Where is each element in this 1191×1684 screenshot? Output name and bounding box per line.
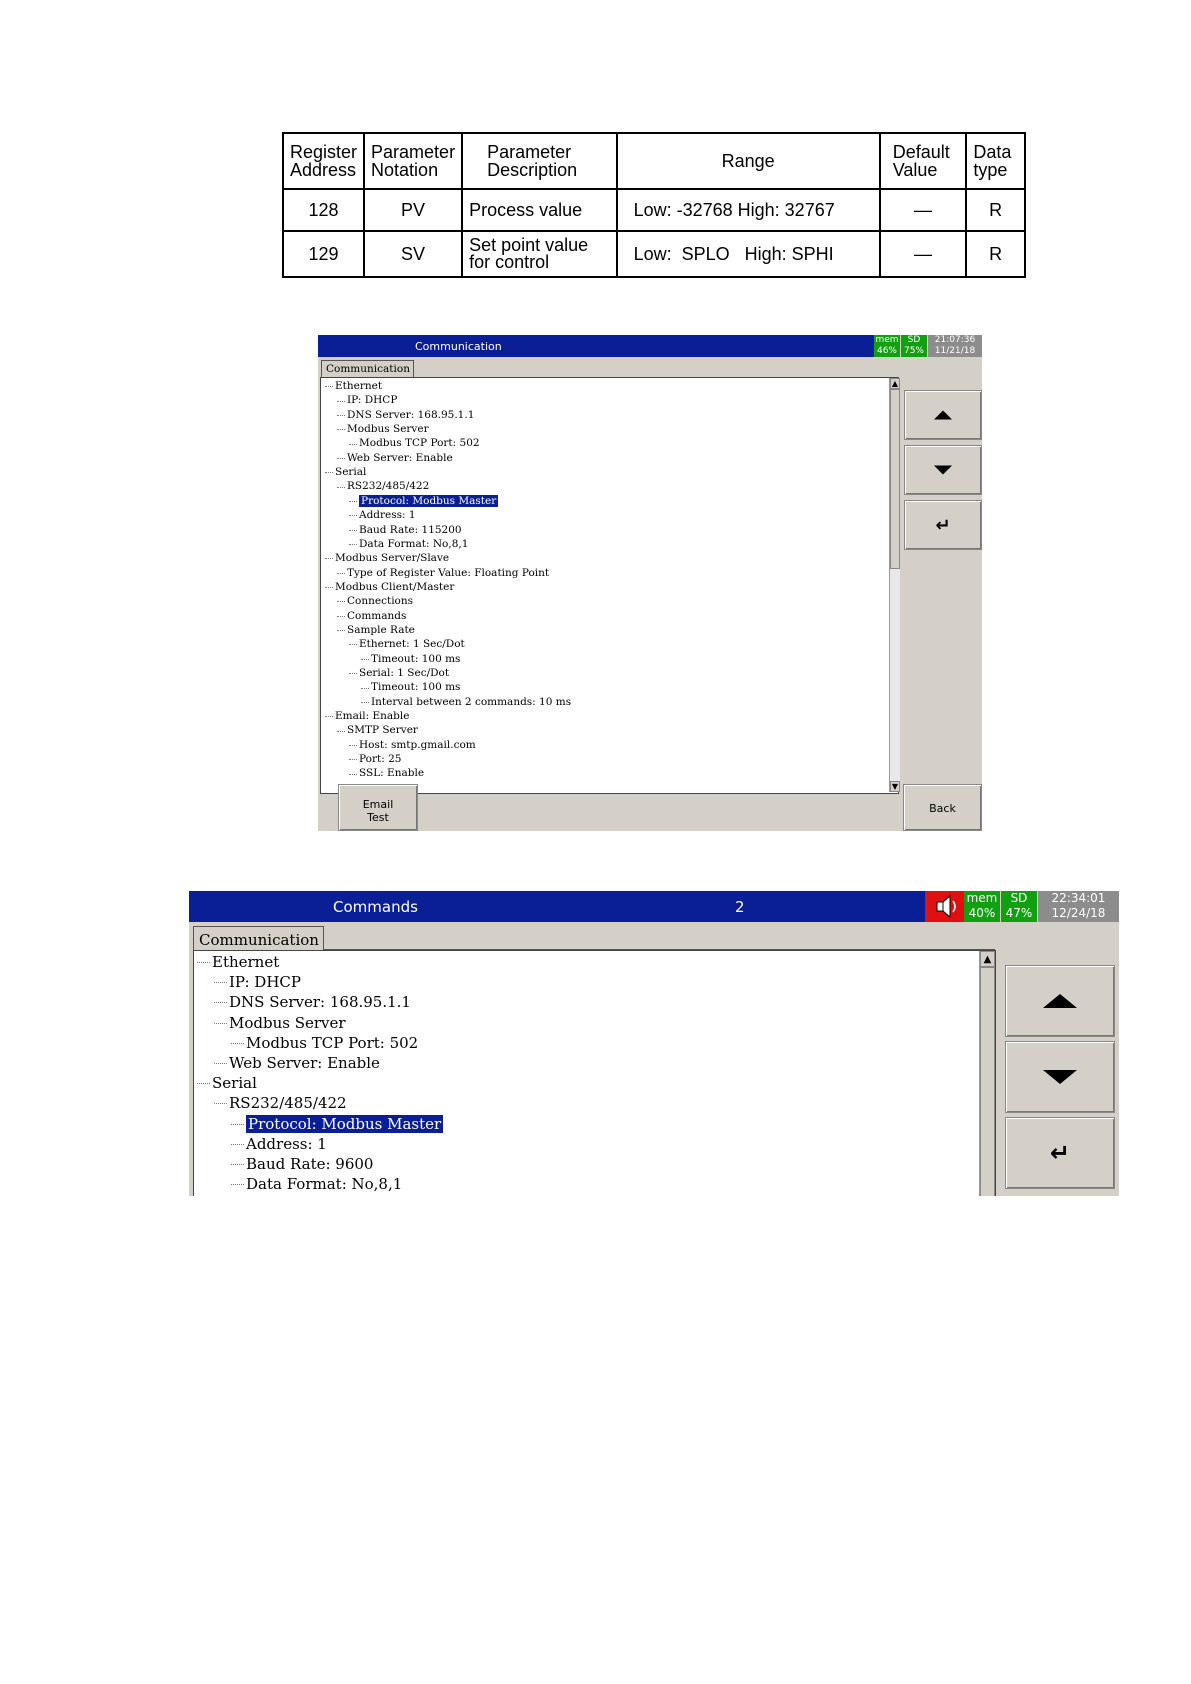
tree-connector bbox=[349, 444, 357, 445]
tree-item[interactable] bbox=[335, 379, 382, 393]
scroll-up-arrow[interactable]: ▲ bbox=[891, 379, 899, 388]
tree-connector bbox=[337, 415, 345, 416]
tree-item[interactable] bbox=[347, 594, 413, 608]
tree-connector bbox=[325, 386, 333, 387]
clock-time: 21:07:36 bbox=[934, 335, 976, 345]
tree-connector bbox=[349, 644, 357, 645]
cell-type: R bbox=[966, 189, 1025, 231]
tree-item[interactable] bbox=[335, 709, 409, 723]
tree-item-label: Modbus Client/Master bbox=[335, 580, 455, 593]
tree-item[interactable] bbox=[229, 1013, 346, 1033]
tree-item[interactable] bbox=[371, 652, 460, 666]
commands-screen-large bbox=[189, 891, 1119, 1196]
tree-item-label: Modbus Server bbox=[347, 423, 429, 436]
tree-item-label: Sample Rate bbox=[347, 623, 415, 636]
arrow-up-icon bbox=[934, 411, 952, 420]
tree-connector bbox=[337, 429, 345, 430]
table-row bbox=[283, 231, 1025, 277]
tree-item[interactable] bbox=[229, 1093, 347, 1113]
tree-item-label: Interval between 2 commands: 10 ms bbox=[371, 695, 572, 708]
tree-item-label: Web Server: Enable bbox=[229, 1054, 380, 1072]
tree-item-label: Baud Rate: 115200 bbox=[359, 523, 462, 536]
tree-item-label: Serial bbox=[335, 466, 367, 479]
tree-item[interactable] bbox=[347, 479, 429, 493]
tree-item-label: Timeout: 100 ms bbox=[371, 681, 461, 694]
up-button[interactable] bbox=[904, 390, 982, 440]
tree-item[interactable] bbox=[347, 451, 453, 465]
tree-item[interactable] bbox=[246, 1114, 443, 1134]
tree-item-label: IP: DHCP bbox=[347, 394, 398, 407]
title-bar bbox=[189, 891, 925, 922]
tree-item-label: Address: 1 bbox=[359, 509, 416, 522]
tree-connector bbox=[361, 702, 369, 703]
tree-item[interactable] bbox=[246, 1033, 418, 1053]
tree-connector bbox=[214, 982, 227, 983]
tree-item[interactable] bbox=[371, 680, 460, 694]
sd-value: 75% bbox=[903, 346, 924, 356]
tree-connector bbox=[197, 962, 210, 963]
tree-item-label: Type of Register Value: Floating Point bbox=[347, 566, 550, 579]
tree-item-label: Address: 1 bbox=[246, 1134, 327, 1153]
tree-item[interactable] bbox=[347, 609, 406, 623]
header-parameter-notation: Parameter Notation bbox=[364, 133, 462, 189]
tree-item-label: Ethernet bbox=[212, 953, 280, 971]
tree-item[interactable] bbox=[347, 723, 418, 737]
tree-item-label: RS232/485/422 bbox=[347, 480, 430, 493]
tree-connector bbox=[337, 601, 345, 602]
tree-item[interactable] bbox=[347, 393, 397, 407]
mem-value: 46% bbox=[876, 346, 897, 356]
tree-connector bbox=[349, 501, 357, 502]
tree-connector bbox=[325, 558, 333, 559]
enter-icon: ↵ bbox=[935, 514, 951, 536]
arrow-down-icon bbox=[1043, 1070, 1077, 1084]
tree-connector bbox=[349, 745, 357, 746]
tree-connector bbox=[325, 587, 333, 588]
tree-item[interactable] bbox=[347, 422, 429, 436]
mem-status bbox=[874, 335, 900, 357]
sd-label: SD bbox=[907, 335, 921, 345]
clock-time: 22:34:01 bbox=[1051, 891, 1106, 905]
scroll-down-arrow[interactable]: ▼ bbox=[891, 782, 899, 791]
tree-item-label: DNS Server: 168.95.1.1 bbox=[229, 993, 411, 1012]
clock-date: 11/21/18 bbox=[934, 346, 976, 356]
tree-item-label: IP: DHCP bbox=[229, 973, 301, 992]
tree-item-label: Email: Enable bbox=[335, 710, 410, 723]
mem-label: mem bbox=[966, 891, 998, 905]
tree-connector bbox=[337, 630, 345, 631]
tree-item[interactable] bbox=[359, 637, 465, 651]
cell-description: Process value bbox=[462, 189, 617, 231]
tab-label: Communication bbox=[199, 931, 319, 949]
tree-item[interactable] bbox=[359, 752, 401, 766]
tree-connector bbox=[337, 401, 345, 402]
tree-connector bbox=[349, 544, 357, 545]
tree-item[interactable] bbox=[347, 623, 415, 637]
tree-item[interactable] bbox=[246, 1134, 327, 1154]
tree-item[interactable] bbox=[246, 1174, 402, 1194]
tab-communication[interactable] bbox=[193, 926, 324, 951]
email-test-label: Email Test bbox=[362, 798, 394, 824]
tree-connector bbox=[337, 731, 345, 732]
screen-title: Communication bbox=[415, 340, 502, 353]
tree-item[interactable] bbox=[212, 1073, 257, 1093]
header-parameter-description: Parameter Description bbox=[462, 133, 617, 189]
tree-item-label: Web Server: Enable bbox=[347, 451, 453, 464]
header-register-address: Register Address bbox=[283, 133, 364, 189]
tree-connector bbox=[337, 616, 345, 617]
tree-connector bbox=[337, 487, 345, 488]
alarm-speaker-icon[interactable] bbox=[925, 891, 964, 922]
tree-item[interactable] bbox=[335, 551, 449, 565]
tree-connector bbox=[349, 759, 357, 760]
tree-item-label: RS232/485/422 bbox=[229, 1094, 347, 1113]
clock bbox=[928, 335, 982, 357]
communication-screen-small bbox=[318, 335, 982, 831]
settings-tree[interactable] bbox=[320, 377, 899, 794]
tree-connector bbox=[349, 774, 357, 775]
tree-connector bbox=[231, 1144, 244, 1145]
tree-connector bbox=[325, 472, 333, 473]
tree-item-label: DNS Server: 168.95.1.1 bbox=[347, 408, 475, 421]
tree-item[interactable] bbox=[359, 537, 468, 551]
clock-date: 12/24/18 bbox=[1051, 906, 1106, 920]
tree-item-label: Connections bbox=[347, 595, 414, 608]
tree-item-label: Modbus Server/Slave bbox=[335, 552, 450, 565]
screen-number: 2 bbox=[735, 898, 745, 916]
tree-item[interactable] bbox=[347, 408, 474, 422]
tree-item[interactable] bbox=[359, 508, 416, 522]
tree-connector bbox=[337, 573, 345, 574]
cell-range: Low: -32768 High: 32767 bbox=[617, 189, 880, 231]
tree-item-label: Host: smtp.gmail.com bbox=[359, 738, 476, 751]
tree-item-label: SMTP Server bbox=[347, 724, 418, 737]
tree-item-label: Port: 25 bbox=[359, 753, 402, 766]
tree-connector bbox=[214, 1002, 227, 1003]
tree-item-label: Modbus Server bbox=[229, 1013, 346, 1032]
tree-item[interactable] bbox=[335, 580, 454, 594]
enter-button[interactable] bbox=[904, 500, 982, 550]
mem-status bbox=[964, 891, 1000, 922]
header-data-type: Data type bbox=[966, 133, 1025, 189]
tree-connector bbox=[197, 1083, 210, 1084]
arrow-up-icon bbox=[1043, 994, 1077, 1008]
tree-connector bbox=[361, 659, 369, 660]
tree-item[interactable] bbox=[359, 666, 449, 680]
sd-value: 47% bbox=[1005, 906, 1033, 920]
tree-item-label: Commands bbox=[347, 609, 407, 622]
scroll-thumb[interactable] bbox=[980, 967, 995, 1196]
cell-default: — bbox=[880, 231, 967, 277]
tree-item-label: Ethernet: 1 Sec/Dot bbox=[359, 638, 465, 651]
down-button[interactable] bbox=[1005, 1041, 1115, 1113]
tree-item-label: Serial: 1 Sec/Dot bbox=[359, 667, 450, 679]
scroll-up-arrow[interactable]: ▲ bbox=[980, 951, 995, 967]
cell-type: R bbox=[966, 231, 1025, 277]
clock bbox=[1038, 891, 1119, 922]
cell-address: 129 bbox=[283, 231, 364, 277]
tree-item-label: Serial bbox=[212, 1074, 257, 1093]
tab-communication[interactable] bbox=[321, 360, 414, 378]
back-label: Back bbox=[929, 802, 956, 815]
tree-item[interactable] bbox=[246, 1154, 373, 1174]
up-button[interactable] bbox=[1005, 965, 1115, 1037]
tree-item-label: Modbus TCP Port: 502 bbox=[246, 1033, 419, 1052]
settings-tree[interactable] bbox=[193, 950, 996, 1196]
enter-icon: ↵ bbox=[1049, 1139, 1071, 1167]
tree-item-label: Timeout: 100 ms bbox=[371, 652, 461, 665]
mem-value: 40% bbox=[968, 906, 996, 920]
back-button[interactable] bbox=[903, 784, 982, 831]
tree-connector bbox=[214, 1023, 227, 1024]
tree-connector bbox=[349, 673, 357, 674]
tree-connector bbox=[349, 530, 357, 531]
tree-connector bbox=[231, 1164, 244, 1165]
tree-item[interactable] bbox=[359, 436, 480, 450]
tree-connector bbox=[337, 458, 345, 459]
tree-item[interactable] bbox=[371, 695, 571, 709]
header-default-value: Default Value bbox=[880, 133, 967, 189]
tree-item-label: Protocol: Modbus Master bbox=[361, 494, 497, 507]
tree-item[interactable] bbox=[229, 1053, 380, 1073]
tree-item-label: Ethernet bbox=[335, 380, 383, 392]
enter-button[interactable] bbox=[1005, 1117, 1115, 1189]
cell-description: Set point value for control bbox=[462, 231, 617, 277]
cell-notation: PV bbox=[364, 189, 462, 231]
tree-item[interactable] bbox=[212, 952, 279, 972]
table-row bbox=[283, 189, 1025, 231]
sd-status bbox=[901, 335, 927, 357]
tree-connector bbox=[214, 1063, 227, 1064]
cell-range: Low: SPLO High: SPHI bbox=[617, 231, 880, 277]
tree-scrollbar[interactable] bbox=[979, 951, 995, 1196]
cell-default: — bbox=[880, 189, 967, 231]
tree-connector bbox=[231, 1184, 244, 1185]
tree-item[interactable] bbox=[359, 494, 498, 508]
tree-item-label: Baud Rate: 9600 bbox=[246, 1155, 374, 1173]
scroll-thumb[interactable] bbox=[890, 389, 900, 569]
tree-item[interactable] bbox=[347, 566, 549, 580]
tree-item[interactable] bbox=[359, 766, 424, 780]
email-test-button[interactable] bbox=[338, 784, 418, 831]
cell-notation: SV bbox=[364, 231, 462, 277]
tree-connector bbox=[231, 1043, 244, 1044]
register-table bbox=[282, 132, 1026, 278]
down-button[interactable] bbox=[904, 445, 982, 495]
tree-item-label: Data Format: No,8,1 bbox=[359, 537, 469, 550]
tree-connector bbox=[325, 716, 333, 717]
header-range: Range bbox=[617, 133, 880, 189]
tree-item[interactable] bbox=[335, 465, 366, 479]
title-bar bbox=[318, 335, 874, 357]
tree-connector bbox=[214, 1103, 227, 1104]
tree-item[interactable] bbox=[359, 523, 462, 537]
arrow-down-icon bbox=[934, 466, 952, 475]
sd-label: SD bbox=[1010, 891, 1028, 905]
tree-item[interactable] bbox=[229, 992, 411, 1012]
tree-item-label: Protocol: Modbus Master bbox=[248, 1114, 442, 1133]
tree-connector bbox=[361, 688, 369, 689]
sd-status bbox=[1001, 891, 1037, 922]
tree-item-label: Data Format: No,8,1 bbox=[246, 1175, 403, 1194]
tree-item[interactable] bbox=[229, 972, 301, 992]
mem-label: mem bbox=[875, 335, 899, 345]
cell-address: 128 bbox=[283, 189, 364, 231]
tree-connector bbox=[231, 1124, 244, 1125]
tree-scrollbar[interactable] bbox=[889, 378, 900, 792]
tree-connector bbox=[349, 515, 357, 516]
tab-label: Communication bbox=[326, 363, 410, 375]
tree-item-label: SSL: Enable bbox=[359, 767, 425, 780]
tree-item[interactable] bbox=[359, 738, 476, 752]
screen-title: Commands bbox=[333, 898, 418, 916]
tree-item-label: Modbus TCP Port: 502 bbox=[359, 437, 480, 450]
table-header-row bbox=[283, 133, 1025, 189]
